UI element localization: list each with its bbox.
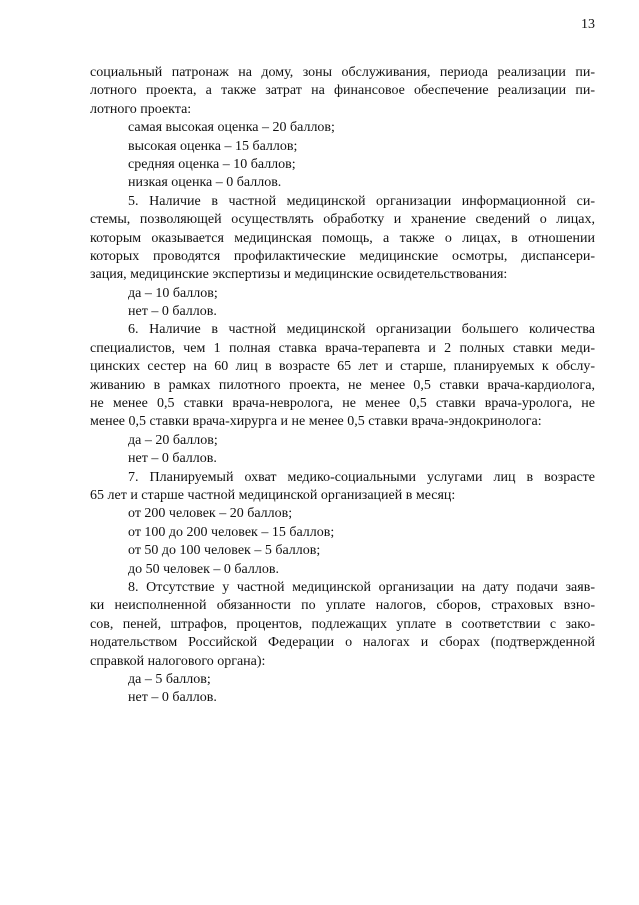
text-line: нодательством Российской Федерации о налогах и сборах (подтвержденной (90, 635, 595, 651)
text-line: ки неисполненной обязанности по уплате налогов, сборов, страховых взно- (90, 598, 595, 614)
list-item: от 200 человек – 20 баллов; (128, 506, 293, 522)
paragraph-first-line: 7. Планируемый охват медико-социальными услугами лиц в возрасте (128, 469, 595, 485)
list-item: да – 10 баллов; (128, 285, 218, 301)
document-body (90, 64, 595, 708)
text-line: специалистов, чем 1 полная ставка врача-терапевта и 2 полных ставки меди- (90, 340, 595, 356)
list-item: от 100 до 200 человек – 15 баллов; (128, 524, 335, 540)
text-line: социальный патронаж на дому, зоны обслуживания, периода реализации пи- (90, 65, 595, 80)
text-line: зация, медицинские экспертизы и медицинские освидетельствования: (90, 267, 508, 283)
list-item: низкая оценка – 0 баллов. (128, 175, 282, 191)
list-item: от 50 до 100 человек – 5 баллов; (128, 543, 321, 559)
text-line: не менее 0,5 ставки врача-невролога, не менее 0,5 ставки врача-уролога, не (90, 396, 595, 412)
list-item: нет – 0 баллов. (128, 451, 217, 467)
text-line: которым оказывается медицинская помощь, а также о лицах, в отношении (90, 230, 595, 246)
text-line: которых проводятся профилактические медицинские осмотры, диспансери- (90, 248, 595, 264)
text-line: сов, пеней, штрафов, процентов, подлежащих уплате в соответствии с зако- (90, 616, 595, 632)
text-line: стемы, позволяющей осуществлять обработку и хранение сведений о лицах, (90, 212, 595, 228)
paragraph-first-line: 6. Наличие в частной медицинской организации большего количества (128, 322, 595, 338)
text-line: лотного проекта: (90, 101, 192, 117)
list-item: до 50 человек – 0 баллов. (128, 561, 279, 577)
paragraph-first-line: 8. Отсутствие у частной медицинской организации на дату подачи заяв- (128, 579, 595, 595)
page-number: 13 (581, 17, 595, 32)
list-item: да – 20 баллов; (128, 432, 218, 448)
text-line: справкой налогового органа): (90, 653, 266, 669)
list-item: средняя оценка – 10 баллов; (128, 156, 296, 172)
text-line: менее 0,5 ставки врача-хирурга и не менее 0,5 ставки врача-эндокринолога: (90, 414, 542, 430)
list-item: нет – 0 баллов. (128, 304, 217, 320)
list-item: да – 5 баллов; (128, 671, 211, 687)
paragraph-first-line: 5. Наличие в частной медицинской организации информационной си- (128, 193, 595, 209)
list-item: высокая оценка – 15 баллов; (128, 138, 298, 154)
text-line: 65 лет и старше частной медицинской организацией в месяц: (90, 487, 456, 503)
list-item: самая высокая оценка – 20 баллов; (128, 120, 335, 136)
text-line: лотного проекта, а также затрат на финансовое обеспечение реализации пи- (90, 83, 595, 99)
text-line: живанию в рамках пилотного проекта, не менее 0,5 ставки врача-кардиолога, (90, 377, 595, 393)
list-item: нет – 0 баллов. (128, 690, 217, 706)
text-line: цинских сестер на 60 лиц в возрасте 65 лет и старше, планируемых к обслу- (90, 359, 595, 375)
